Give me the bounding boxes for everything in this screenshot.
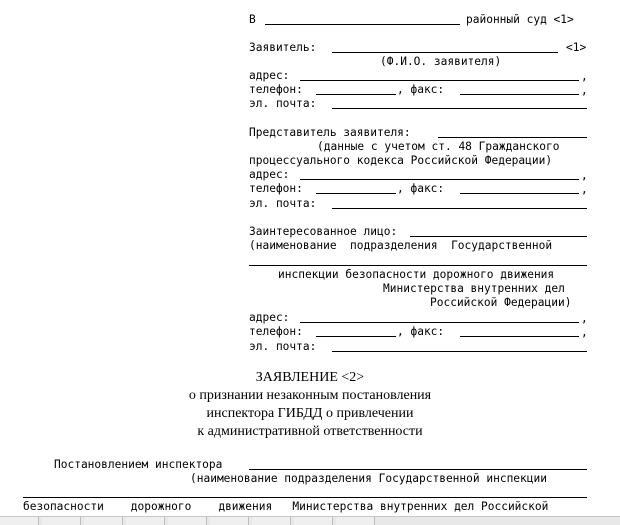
- representative-hint-2: процессуального кодекса Российской Федерации): [249, 154, 553, 167]
- comma: ,: [581, 183, 588, 196]
- document-subtitle-3: к административной ответственности: [197, 424, 423, 439]
- rep-phone-field[interactable]: [316, 193, 396, 194]
- interested-fax-label: , факс:: [397, 325, 445, 338]
- applicant-hint: (Ф.И.О. заявителя): [380, 55, 502, 68]
- representative-label: Представитель заявителя:: [249, 126, 411, 139]
- interested-party-field-2[interactable]: [249, 265, 587, 266]
- comma: ,: [581, 169, 588, 182]
- rep-email-label: эл. почта:: [249, 197, 317, 210]
- applicant-address-field[interactable]: [300, 80, 579, 81]
- interested-fax-field[interactable]: [460, 336, 579, 337]
- decree-field-2[interactable]: [23, 497, 587, 498]
- applicant-phone-field[interactable]: [316, 94, 396, 95]
- applicant-phone-label: телефон:: [249, 83, 303, 96]
- document-subtitle-2: инспектора ГИБДД о привлечении: [206, 406, 414, 421]
- interested-party-field[interactable]: [410, 236, 587, 237]
- court-field[interactable]: [265, 24, 460, 25]
- interested-hint-3: Министерства внутренних дел: [383, 282, 565, 295]
- interested-hint-2: инспекции безопасности дорожного движения: [278, 268, 555, 281]
- interested-email-label: эл. почта:: [249, 340, 317, 353]
- court-suffix: районный суд <1>: [466, 13, 574, 26]
- applicant-fax-field[interactable]: [460, 94, 579, 95]
- comma: ,: [581, 312, 588, 325]
- representative-field[interactable]: [438, 137, 587, 138]
- applicant-email-label: эл. почта:: [249, 97, 317, 110]
- interested-address-field[interactable]: [300, 322, 579, 323]
- applicant-label: Заявитель:: [249, 41, 317, 54]
- applicant-email-field[interactable]: [332, 108, 587, 109]
- comma: ,: [581, 84, 588, 97]
- comma: ,: [581, 326, 588, 339]
- rep-phone-label: телефон:: [249, 182, 303, 195]
- interested-phone-label: телефон:: [249, 325, 303, 338]
- applicant-fax-label: , факс:: [397, 83, 445, 96]
- decree-field[interactable]: [249, 469, 587, 470]
- interested-email-field[interactable]: [332, 351, 587, 352]
- decree-label: Постановлением инспектора: [54, 458, 223, 471]
- rep-address-label: адрес:: [249, 168, 290, 181]
- interested-party-label: Заинтересованное лицо:: [249, 225, 398, 238]
- rep-email-field[interactable]: [332, 208, 587, 209]
- court-prefix: В: [249, 13, 256, 26]
- interested-hint-1: (наименование подразделения Государственной: [249, 239, 553, 252]
- rep-address-field[interactable]: [300, 179, 579, 180]
- applicant-address-label: адрес:: [249, 69, 290, 82]
- applicant-field[interactable]: [332, 52, 558, 53]
- comma: ,: [581, 70, 588, 83]
- rep-fax-field[interactable]: [460, 193, 579, 194]
- interested-address-label: адрес:: [249, 311, 290, 324]
- applicant-note: <1>: [566, 41, 587, 54]
- representative-hint-1: (данные с учетом ст. 48 Гражданского: [317, 140, 560, 153]
- document-subtitle-1: о признании незаконным постановления: [188, 388, 432, 403]
- interested-phone-field[interactable]: [316, 336, 396, 337]
- interested-hint-4: Российской Федерации): [430, 296, 572, 309]
- decree-hint: (наименование подразделения Государственной инспекции: [190, 472, 547, 485]
- document-title: ЗАЯВЛЕНИЕ <2>: [255, 370, 365, 385]
- body-continuation: безопасности дорожного движения Министерства внутренних дел Российской: [23, 500, 549, 513]
- rep-fax-label: , факс:: [397, 182, 445, 195]
